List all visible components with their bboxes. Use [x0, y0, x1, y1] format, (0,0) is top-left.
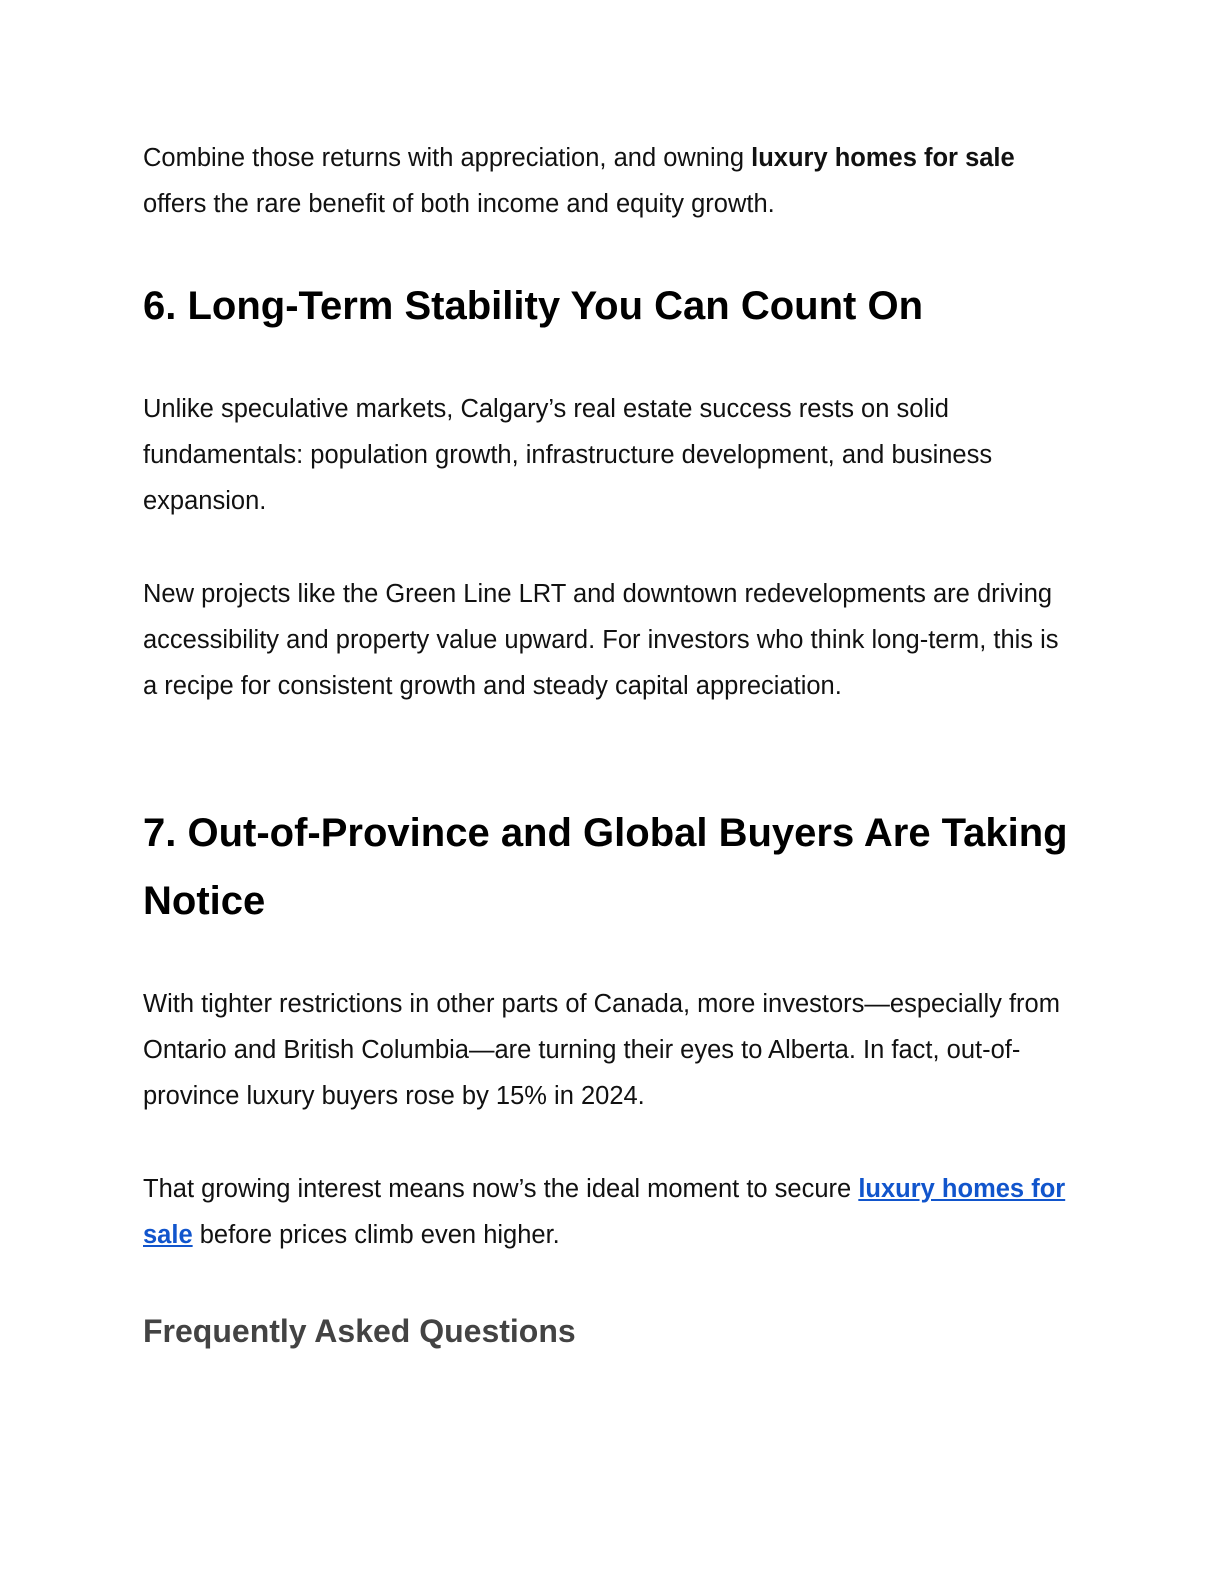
paragraph-new-projects: New projects like the Green Line LRT and downtown redevelopments are driving accessibility and property value upward. For investors who think long-term, this is a recipe for consistent growth and steady capital appreciation. — [143, 580, 1059, 700]
paragraph-tighter-restrictions: With tighter restrictions in other parts of Canada, more investors—especially from Ontario and British Columbia—are turning their eyes to Alberta. In fact, out-of-province luxury buyers rose by 15% in 2024. — [143, 990, 1060, 1110]
heading-global-buyers: 7. Out-of-Province and Global Buyers Are Taking Notice — [143, 811, 1068, 923]
paragraph-growing-interest — [143, 1166, 1078, 1258]
paragraph-text: Combine those returns with appreciation, and owning — [143, 144, 752, 172]
bold-phrase-luxury-homes: luxury homes for sale — [751, 144, 1015, 172]
heading-faq: Frequently Asked Questions — [143, 1313, 576, 1349]
heading-long-term-stability: 6. Long-Term Stability You Can Count On — [143, 284, 923, 328]
luxury-homes-link[interactable]: luxury homes for sale — [143, 1175, 1066, 1249]
paragraph-returns-appreciation — [143, 135, 1078, 227]
paragraph-text: before prices climb even higher. — [192, 1221, 560, 1249]
paragraph-fundamentals: Unlike speculative markets, Calgary’s real estate success rests on solid fundamentals: population growth, infrastructure development, and business expansion. — [143, 395, 993, 515]
paragraph-text: That growing interest means now’s the ideal moment to secure — [143, 1175, 859, 1203]
paragraph-text: offers the rare benefit of both income and equity growth. — [143, 190, 775, 218]
